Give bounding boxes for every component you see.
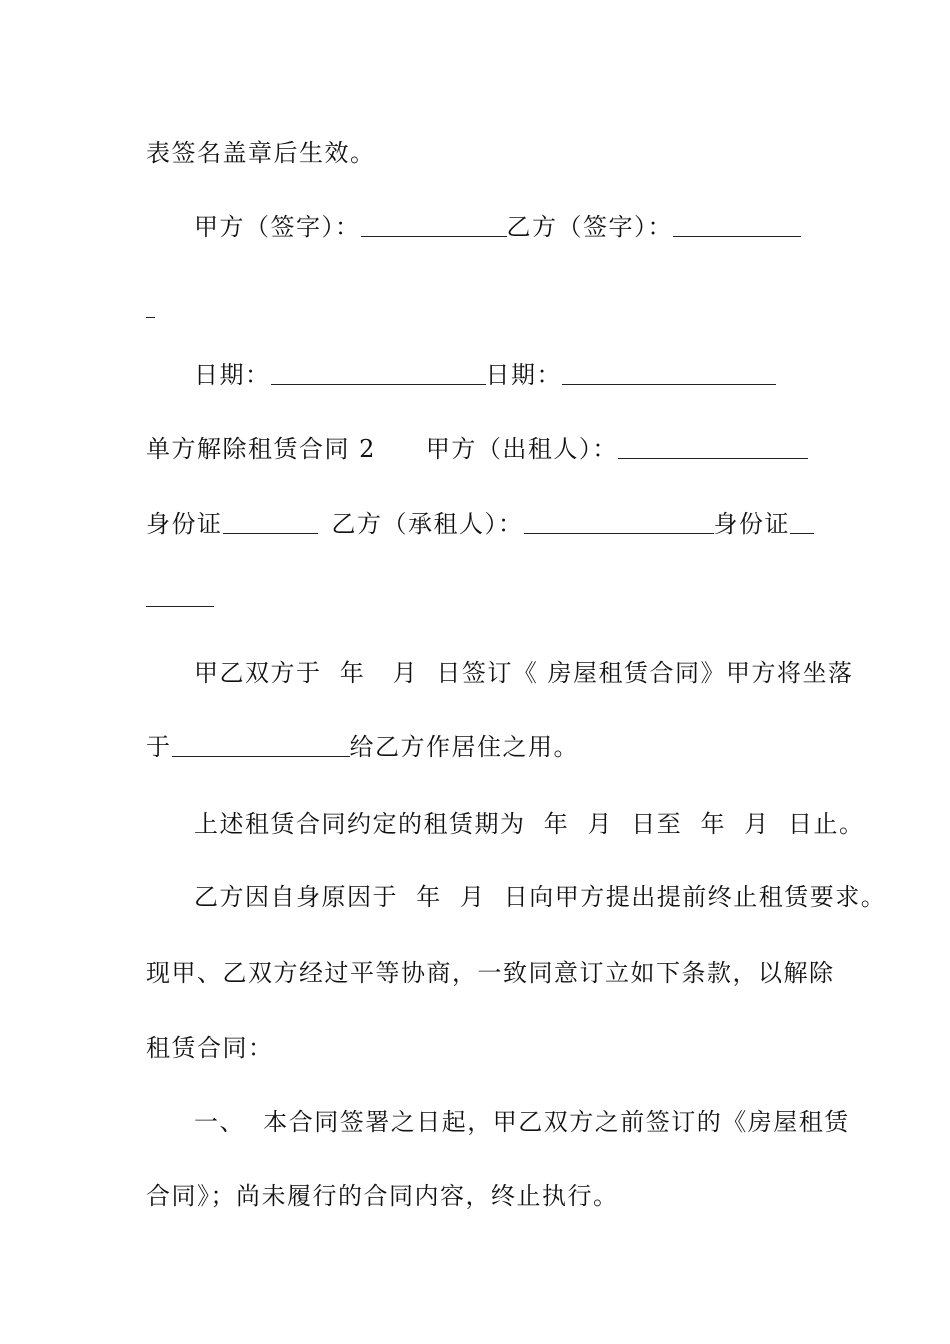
lessee-blank	[524, 513, 714, 534]
date-line	[194, 363, 776, 387]
paragraph-line	[194, 661, 854, 685]
clause-line	[146, 1184, 619, 1208]
paragraph-line	[146, 961, 835, 985]
clause-one-text: 一、 本合同签署之日起，甲乙双方之前签订的《房屋租赁	[194, 1108, 850, 1136]
lessee-id-label: 身份证	[713, 510, 790, 538]
contract-title: 单方解除租赁合同 2	[146, 435, 376, 463]
clause-line	[194, 1110, 850, 1134]
paragraph-line	[194, 812, 865, 836]
id-line	[146, 512, 814, 536]
location-line	[146, 735, 579, 759]
location-prefix: 于	[146, 733, 172, 761]
lease-term-text: 上述租赁合同约定的租赁期为 年 月 日至 年 月 日止。	[194, 810, 865, 838]
lessee-id-blank-tail	[146, 586, 214, 607]
lessee-id-blank	[790, 513, 814, 534]
text-line-effective	[146, 141, 376, 165]
party-b-signature-blank	[673, 216, 801, 237]
party-b-signature-label: 乙方（签字）：	[506, 213, 673, 241]
residential-use-text: 给乙方作居住之用。	[349, 733, 579, 761]
party-a-date-label: 日期：	[194, 361, 271, 389]
signing-date-text: 甲乙双方于 年 月 日签订《 房屋租赁合同》甲方将坐落	[194, 659, 854, 687]
id-blank-continuation	[146, 585, 214, 609]
lessor-label: 甲方（出租人）：	[425, 435, 618, 463]
signature-blank-continuation	[146, 296, 155, 320]
paragraph-line	[146, 1036, 274, 1060]
lessee-label: 乙方（承租人）：	[331, 510, 524, 538]
signature-line	[194, 215, 801, 239]
agreement-text-end: 租赁合同：	[146, 1034, 274, 1062]
party-b-date-blank	[562, 364, 776, 385]
agreement-text: 现甲、乙双方经过平等协商，一致同意订立如下条款，以解除	[146, 959, 835, 987]
clause-one-text-end: 合同》；尚未履行的合同内容，终止执行。	[146, 1182, 619, 1210]
party-b-date-label: 日期：	[485, 361, 562, 389]
signature-blank-tail	[146, 297, 155, 318]
party-a-signature-label: 甲方（签字）：	[194, 213, 361, 241]
lessor-id-label: 身份证	[146, 510, 223, 538]
effective-clause-text: 表签名盖章后生效。	[146, 139, 376, 167]
termination-request-text: 乙方因自身原因于 年 月 日向甲方提出提前终止租赁要求。	[194, 883, 887, 911]
contract-heading-line	[146, 437, 808, 461]
paragraph-line	[194, 885, 886, 909]
party-a-date-blank	[271, 364, 486, 385]
party-a-signature-blank	[361, 216, 507, 237]
lessor-id-blank	[223, 513, 318, 534]
location-blank	[172, 736, 350, 757]
lessor-blank	[618, 438, 808, 459]
